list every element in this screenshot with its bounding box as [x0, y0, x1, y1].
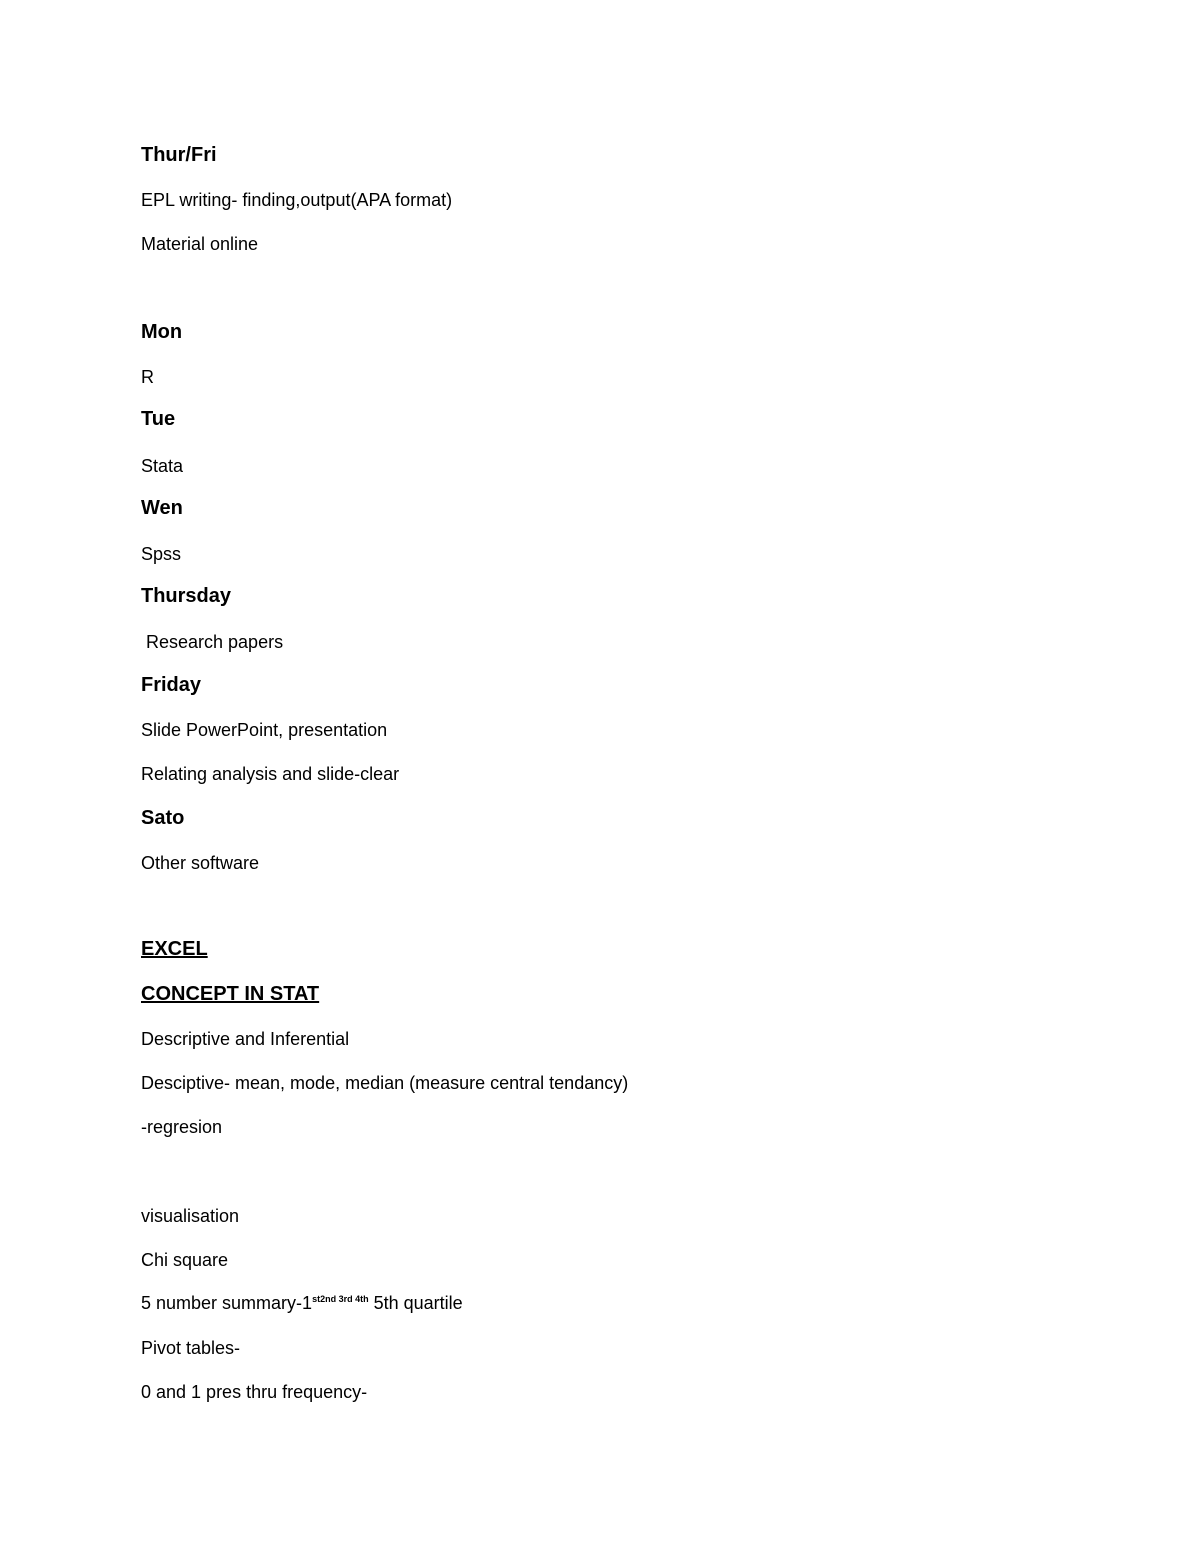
text-r: R [141, 367, 154, 387]
text-stata: Stata [141, 456, 184, 476]
heading-concept-in-stat: CONCEPT IN STAT [141, 983, 320, 1005]
text-relating-analysis: Relating analysis and slide-clear [141, 764, 400, 784]
heading-wen: Wen [141, 497, 183, 519]
text-regresion: -regresion [141, 1117, 223, 1137]
heading-thursday: Thursday [141, 585, 232, 607]
heading-thur-fri: Thur/Fri [141, 144, 217, 166]
text-epl-writing: EPL writing- finding,output(APA format) [141, 190, 453, 210]
heading-sato: Sato [141, 807, 185, 829]
text-material-online: Material online [141, 234, 259, 254]
heading-tue: Tue [141, 408, 176, 430]
text-zero-one-frequency: 0 and 1 pres thru frequency- [141, 1382, 368, 1402]
text-chi-square: Chi square [141, 1250, 229, 1270]
text-visualisation: visualisation [141, 1206, 240, 1226]
text-research-papers: Research papers [146, 632, 284, 652]
heading-friday: Friday [141, 674, 202, 696]
text-five-number-summary [141, 1292, 463, 1314]
text-pivot-tables: Pivot tables- [141, 1338, 241, 1358]
text-other-software: Other software [141, 853, 260, 873]
text-spss: Spss [141, 544, 182, 564]
five-number-prefix: 5 number summary-1 [141, 1293, 313, 1313]
five-number-suffix: 5th quartile [368, 1293, 463, 1313]
heading-mon: Mon [141, 321, 183, 343]
text-slide-powerpoint: Slide PowerPoint, presentation [141, 720, 388, 740]
text-descriptive-inferential: Descriptive and Inferential [141, 1029, 350, 1049]
text-desciptive-mean: Desciptive- mean, mode, median (measure central tendancy) [141, 1073, 629, 1093]
five-number-superscript: st2nd 3rd 4th [312, 1294, 369, 1304]
heading-excel: EXCEL [141, 938, 208, 960]
